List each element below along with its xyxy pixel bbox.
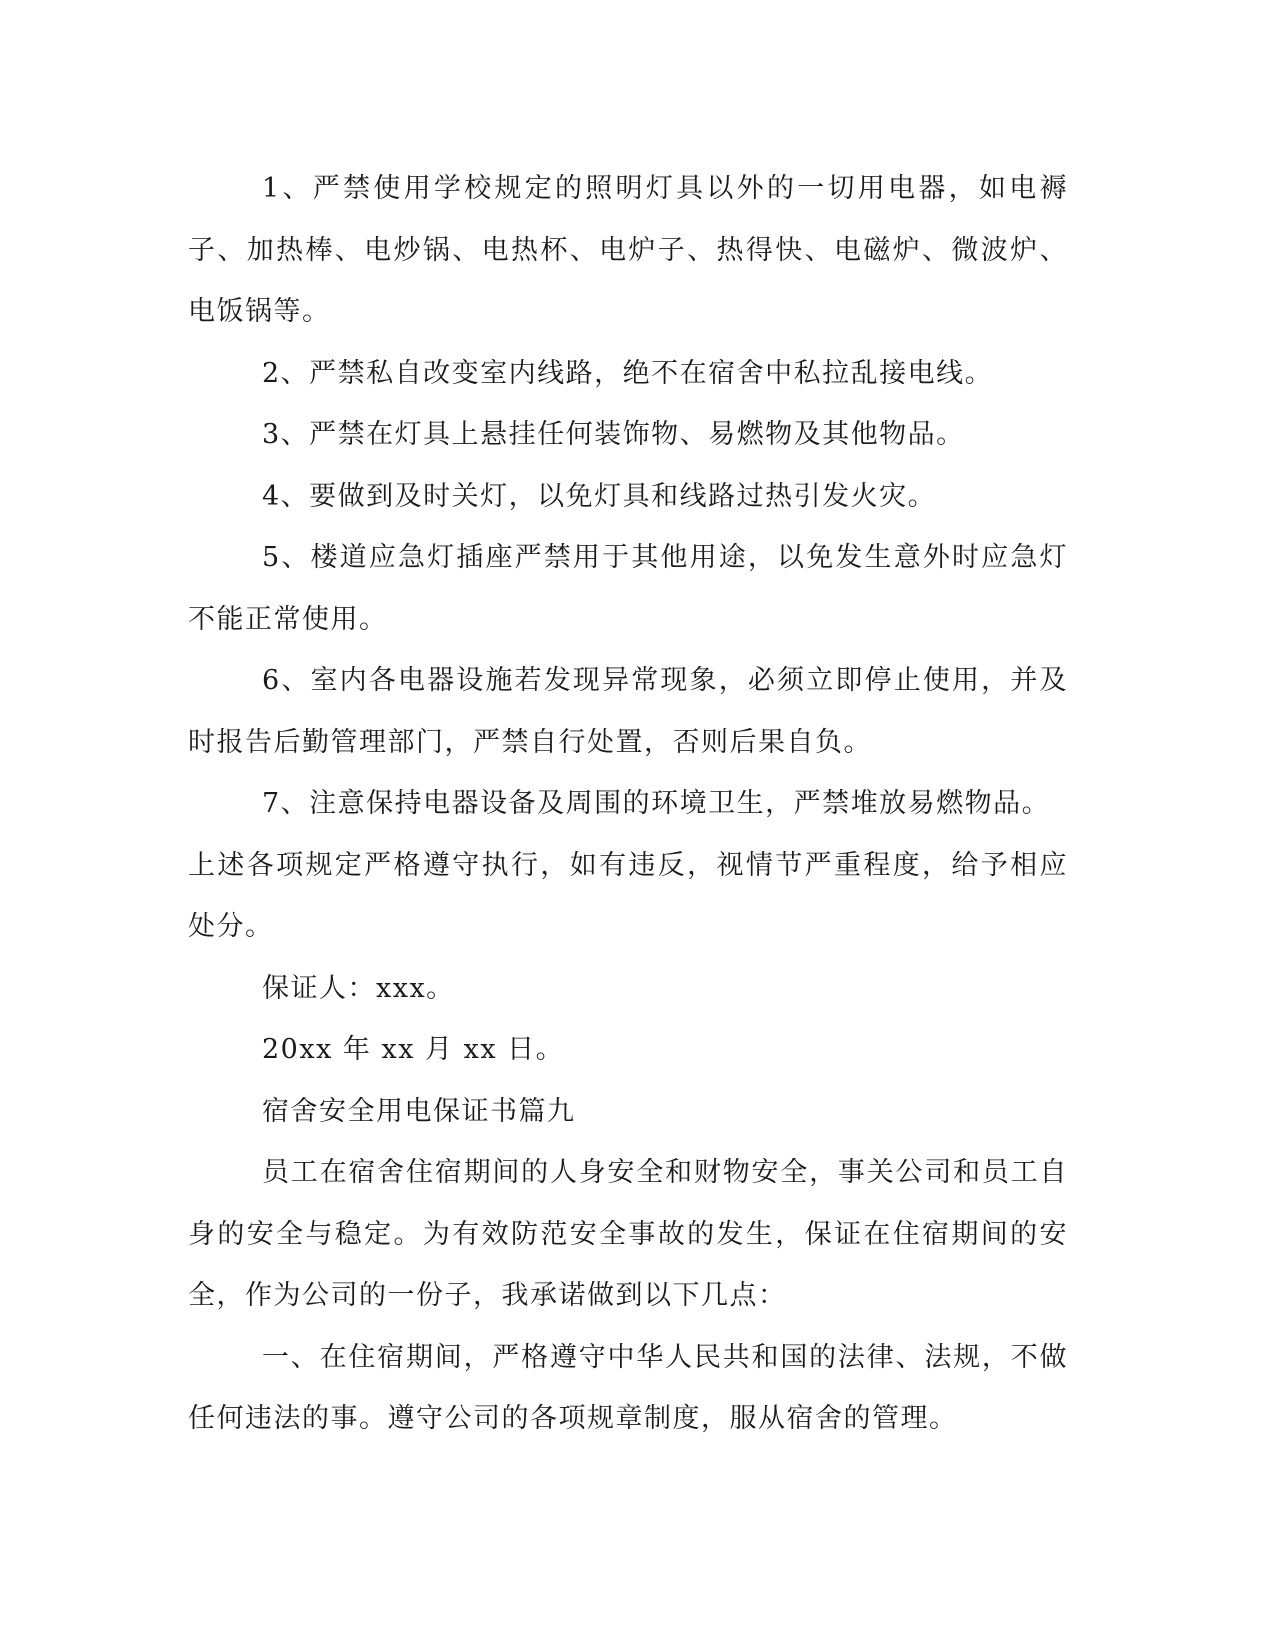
date-line: 20xx 年 xx 月 xx 日。 <box>262 1034 565 1065</box>
paragraph-rule-7: 7、注意保持电器设备及周围的环境卫生，严禁堆放易燃物品。 <box>262 788 1051 819</box>
paragraph-rule-1: 1、严禁使用学校规定的照明灯具以外的一切用电器，如电褥子、加热棒、电炒锅、电热杯、电炉子、热得快、电磁炉、微波炉、电饭锅等。 <box>188 173 1068 327</box>
paragraph-pledge-1: 一、在住宿期间，严格遵守中华人民共和国的法律、法规，不做任何违法的事。遵守公司的各项规章制度，服从宿舍的管理。 <box>188 1341 1068 1434</box>
paragraph-rule-6: 6、室内各电器设施若发现异常现象，必须立即停止使用，并及时报告后勤管理部门，严禁自行处置，否则后果自负。 <box>188 665 1068 758</box>
section-title: 宿舍安全用电保证书篇九 <box>262 1095 576 1127</box>
paragraph-compliance-note: 上述各项规定严格遵守执行，如有违反，视情节严重程度，给予相应处分。 <box>188 849 1068 942</box>
paragraph-rule-4: 4、要做到及时关灯，以免灯具和线路过热引发火灾。 <box>262 480 937 512</box>
paragraph-rule-3: 3、严禁在灯具上悬挂任何装饰物、易燃物及其他物品。 <box>262 419 965 450</box>
paragraph-rule-5: 5、楼道应急灯插座严禁用于其他用途，以免发生意外时应急灯不能正常使用。 <box>188 542 1068 635</box>
paragraph-rule-2: 2、严禁私自改变室内线路，绝不在宿舍中私拉乱接电线。 <box>262 357 994 389</box>
guarantor-line: 保证人：xxx。 <box>262 972 455 1004</box>
document-body <box>188 158 1068 1450</box>
paragraph-intro: 员工在宿舍住宿期间的人身安全和财物安全，事关公司和员工自身的安全与稳定。为有效防范安全事故的发生，保证在住宿期间的安全，作为公司的一份子，我承诺做到以下几点： <box>188 1157 1068 1311</box>
